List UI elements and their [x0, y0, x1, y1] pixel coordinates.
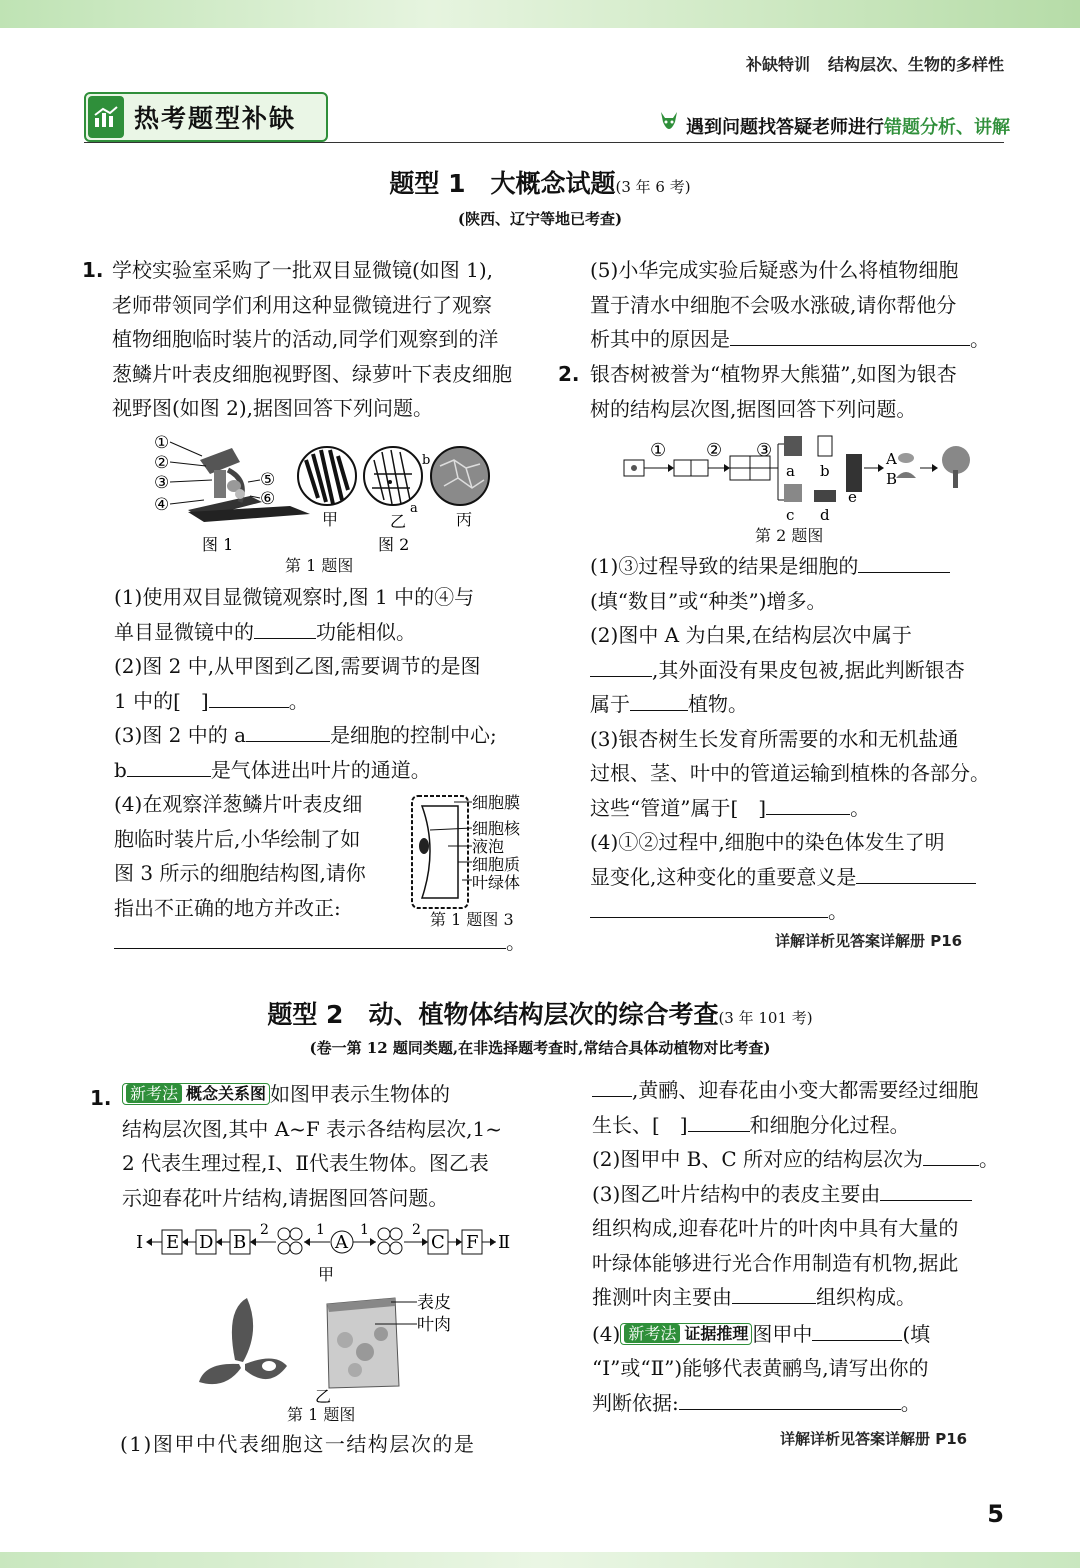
text: 生长、[ ] — [592, 1112, 688, 1137]
s2-q1-chain-figure — [130, 1218, 530, 1288]
fig-label: d — [820, 506, 830, 524]
q2-part3-cont — [590, 791, 1010, 826]
text: (3)图乙叶片结构中的表皮主要由 — [592, 1181, 881, 1206]
s2-q1-part1: (1)图甲中代表细胞这一结构层次的是 — [120, 1432, 476, 1456]
part3 — [592, 1177, 1012, 1212]
text: 。 — [900, 1390, 921, 1415]
text: ,黄鹂、迎春花由小变大都需要经过细胞 — [632, 1078, 979, 1102]
answer-blank[interactable] — [730, 325, 970, 346]
q2-part3-line: 过根、茎、叶中的管道运输到植株的各部分。 — [590, 761, 990, 785]
fig2-label: 甲 — [322, 510, 339, 529]
section1-title-text: 题型 1 大概念试题 — [389, 169, 616, 198]
part3-line: 叶绿体能够进行光合作用制造有机物,据此 — [592, 1250, 959, 1275]
help-line — [658, 110, 1010, 142]
page-number: 5 — [987, 1500, 1004, 1528]
answer-blank[interactable] — [766, 794, 850, 815]
text: 。 — [506, 930, 526, 954]
process-label: 1 — [360, 1222, 369, 1238]
stem-line: 2 代表生理过程,Ⅰ、Ⅱ代表生物体。图乙表 — [122, 1151, 489, 1175]
fig-label: A — [886, 450, 897, 468]
section2-title-text: 题型 2 动、植物体结构层次的综合考查 — [267, 1000, 719, 1029]
part2 — [592, 1142, 1012, 1177]
section2-subtitle: (卷一第 12 题同类题,在非选择题考查时,常结合具体动植物对比考查) — [309, 1039, 771, 1057]
q2-part4: (4)①②过程中,细胞中的染色体发生了明 — [590, 830, 945, 854]
section1-title — [0, 164, 1080, 200]
s1-q1-stem — [112, 253, 542, 426]
part4-line: “Ⅰ”或“Ⅱ”)能够代表黄鹂鸟,请写出你的 — [592, 1356, 929, 1380]
text: 功能相似。 — [316, 619, 416, 644]
text: 1 中的[ ] — [114, 688, 209, 713]
new-method-tag — [122, 1083, 270, 1105]
text: (2)图 2 中,从甲图到乙图,需要调节的是图 — [114, 654, 481, 678]
tag-type: 概念关系图 — [186, 1084, 267, 1103]
top-decor-bar — [0, 0, 1080, 28]
text: 。 — [970, 327, 990, 351]
fig3-label: 细胞核 — [472, 819, 521, 838]
fig3-label: 细胞膜 — [472, 793, 521, 812]
stem-first — [122, 1077, 542, 1112]
fig3-label: 细胞质 — [472, 855, 521, 874]
process-label: 2 — [412, 1222, 421, 1238]
text: 显变化,这种变化的重要意义是 — [590, 864, 857, 889]
q2-part3: (3)银杏树生长发育所需要的水和无机盐通 — [590, 726, 959, 751]
answer-blank[interactable] — [630, 690, 688, 711]
stem-line: 学校实验室采购了一批双目显微镜(如图 1), — [112, 258, 494, 282]
answer-blank[interactable] — [254, 618, 316, 639]
s2-answer-ref[interactable]: 详解详析见答案详解册 P16 — [780, 1430, 968, 1448]
cell-view-bing — [431, 447, 489, 505]
tag-label: 新考法 — [624, 1324, 680, 1343]
text: 判断依据: — [592, 1390, 679, 1415]
answer-blank[interactable] — [812, 1320, 902, 1341]
part4-answer — [114, 925, 544, 960]
part3-line: 组织构成,迎春花叶片的叶肉中具有大量的 — [592, 1216, 959, 1240]
answer-blank[interactable] — [590, 656, 652, 677]
part1-cont — [592, 1073, 1012, 1108]
text: b — [114, 757, 127, 782]
answer-blank[interactable] — [858, 552, 950, 573]
text: (3)图 2 中的 a — [114, 723, 247, 747]
chain-node: Ⅰ — [136, 1232, 144, 1253]
s1-q1-fig3-caption: 第 1 题图 3 — [430, 910, 514, 929]
text: 这些“管道”属于[ ] — [590, 795, 767, 820]
fig-jia-label: 甲 — [318, 1265, 335, 1284]
fig-label: e — [848, 488, 857, 506]
text: 是细胞的控制中心; — [330, 723, 497, 747]
answer-blank[interactable] — [590, 897, 828, 918]
part3-end — [592, 1280, 1012, 1315]
text: (2)图甲中 B、C 所对应的结构层次为 — [592, 1147, 924, 1171]
section1-title-note: (3 年 6 考) — [615, 178, 691, 196]
text: 属于 — [590, 692, 630, 716]
part5-line: 置于清水中细胞不会吸水涨破,请你帮他分 — [590, 292, 957, 317]
chain-node: F — [466, 1232, 479, 1253]
fig2-label: 丙 — [456, 510, 473, 529]
fig-yi-label: 乙 — [315, 1387, 332, 1406]
stem-line: 老师带领同学们利用这种显微镜进行了观察 — [112, 292, 492, 317]
leaf-shape — [232, 1298, 253, 1362]
chart-icon — [88, 96, 124, 138]
part4 — [592, 1317, 1012, 1352]
part1 — [114, 580, 544, 615]
part2 — [114, 649, 544, 684]
text: (1)③过程导致的结果是细胞的 — [590, 554, 859, 578]
fig1-label: ① — [154, 433, 170, 453]
fig2-label: a — [410, 501, 418, 516]
question-number: 1. — [82, 258, 104, 282]
s2-q1-figure-title: 第 1 题图 — [287, 1405, 356, 1424]
q2-part2-end — [590, 687, 1010, 722]
q2-part1 — [590, 549, 1010, 584]
text: (填 — [902, 1321, 931, 1346]
q2-part2: (2)图中 A 为白果,在结构层次中属于 — [590, 623, 912, 647]
leaf-label: 表皮 — [417, 1293, 451, 1313]
text: 图甲中 — [752, 1321, 813, 1346]
part1-end — [592, 1108, 1012, 1143]
mascot-icon — [658, 110, 680, 142]
s1-q1-part5 — [590, 253, 1010, 357]
stem-line: 示迎春花叶片结构,请据图回答问题。 — [122, 1185, 449, 1210]
chain-node: E — [166, 1232, 180, 1253]
tag-type: 证据推理 — [684, 1323, 749, 1343]
leaf-label: 叶肉 — [417, 1315, 451, 1335]
part3 — [114, 718, 544, 753]
section-banner — [84, 92, 328, 142]
q2-part1-line: (填“数目”或“种类”)增多。 — [590, 588, 827, 613]
stem-line: 葱鳞片叶表皮细胞视野图、绿萝叶下表皮细胞 — [112, 361, 512, 386]
answer-blank[interactable] — [856, 863, 976, 884]
stem-line: 视野图(如图 2),据图回答下列问题。 — [112, 396, 434, 420]
text: 。 — [828, 899, 848, 923]
part4-line: 指出不正确的地方并改正: — [114, 895, 341, 920]
text: 如图甲表示生物体的 — [270, 1082, 451, 1106]
fig-label: ② — [706, 440, 723, 461]
fig3-label: 叶绿体 — [472, 873, 521, 892]
process-label: 1 — [316, 1222, 325, 1238]
part5-cont — [590, 322, 1010, 357]
fig-label: a — [786, 462, 795, 480]
section2-title — [0, 995, 1080, 1031]
fig-label: b — [820, 462, 830, 480]
part2-cont — [114, 684, 544, 719]
part4-end — [592, 1386, 1012, 1421]
fig1-label: ② — [154, 453, 170, 473]
s1-q2-stem — [590, 357, 1010, 426]
section1-subtitle: (陕西、辽宁等地已考查) — [457, 210, 623, 228]
answer-blank[interactable] — [880, 1180, 972, 1201]
part3-cont — [114, 753, 544, 788]
stem-line: 树的结构层次图,据图回答下列问题。 — [590, 396, 917, 421]
s1-q2-figure — [620, 434, 980, 526]
fig1-label: ⑤ — [260, 470, 276, 490]
fig1-label: ④ — [154, 495, 170, 515]
new-method-tag — [620, 1323, 752, 1345]
fig2-label: b — [422, 453, 431, 468]
part4-line: 图 3 所示的细胞结构图,请你 — [114, 861, 366, 885]
series-label: 补缺特训 — [745, 55, 810, 74]
s1-q2-fig-caption: 第 2 题图 — [755, 526, 824, 545]
text: 植物。 — [688, 692, 748, 716]
answer-blank[interactable] — [679, 1389, 901, 1410]
text: 推测叶肉主要由 — [592, 1285, 732, 1309]
process-label: 2 — [260, 1222, 269, 1238]
question-number: 2. — [558, 362, 580, 386]
part5: (5)小华完成实验后疑惑为什么将植物细胞 — [590, 258, 959, 282]
header-rule — [84, 142, 1004, 143]
q2-part4-end — [590, 894, 1010, 929]
part4-line: 胞临时装片后,小华绘制了如 — [114, 826, 361, 851]
fig2-caption: 图 2 — [378, 535, 410, 554]
text: 和细胞分化过程。 — [749, 1112, 910, 1137]
text: 是气体进出叶片的通道。 — [210, 757, 431, 782]
answer-blank[interactable] — [127, 756, 211, 777]
fig-label: c — [786, 506, 795, 524]
answer-blank[interactable] — [246, 721, 330, 742]
chain-node: D — [199, 1232, 214, 1253]
stem-line: 植物细胞临时装片的活动,同学们观察到的洋 — [112, 327, 499, 351]
microscope-drawing — [170, 442, 310, 522]
answer-blank[interactable] — [923, 1145, 979, 1166]
bottom-decor-bar — [0, 1552, 1080, 1568]
topic-label: 结构层次、生物的多样性 — [827, 55, 1004, 74]
help-prefix: 遇到问题找答疑老师进行 — [686, 117, 884, 138]
text: (1)使用双目显微镜观察时,图 1 中的④与 — [114, 585, 475, 609]
stem-line: 银杏树被誉为“植物界大熊猫”,如图为银杏 — [590, 362, 957, 386]
s2-q1-leaf-figure — [195, 1290, 475, 1410]
chain-node: C — [431, 1232, 445, 1253]
text: 单目显微镜中的 — [114, 619, 254, 644]
part4: (4)在观察洋葱鳞片叶表皮细 — [114, 792, 363, 816]
fig2-label: 乙 — [390, 512, 407, 531]
running-header — [728, 52, 1004, 75]
q2-part2-cont — [590, 653, 1010, 688]
question-number: 1. — [90, 1086, 112, 1110]
cell-view-yi — [364, 447, 422, 505]
fig-label: ③ — [756, 440, 773, 461]
fig1-caption: 图 1 — [202, 535, 234, 554]
text: (4) — [592, 1321, 621, 1346]
answer-blank[interactable] — [209, 687, 289, 708]
s1-answer-ref[interactable]: 详解详析见答案详解册 P16 — [775, 932, 963, 950]
leaf-shape — [199, 1364, 241, 1384]
chain-node: B — [233, 1232, 247, 1253]
fig3-label: 液泡 — [472, 837, 505, 856]
section2-title-note: (3 年 101 考) — [718, 1009, 813, 1027]
banner-title: 热考题型补缺 — [134, 104, 297, 133]
fig1-label: ③ — [154, 473, 170, 493]
help-highlight: 错题分析、讲解 — [884, 117, 1010, 138]
s2-q1-parts-right — [592, 1073, 1012, 1420]
nucleus-shape — [419, 838, 429, 854]
s1-q1-figure-title: 第 1 题图 — [285, 556, 354, 575]
chain-node: A — [335, 1232, 348, 1253]
part1-cont — [114, 615, 544, 650]
fig-label: ① — [650, 440, 667, 461]
s2-q1-stem — [122, 1077, 542, 1215]
answer-blank[interactable] — [732, 1283, 816, 1304]
text: 析其中的原因是 — [590, 327, 730, 351]
s1-q2-parts — [590, 549, 1010, 929]
fig1-label: ⑥ — [260, 489, 276, 509]
tag-label: 新考法 — [126, 1084, 182, 1103]
text: 。 — [850, 795, 871, 820]
text: 。 — [288, 688, 309, 713]
stem-line: 结构层次图,其中 A~F 表示各结构层次,1~ — [122, 1116, 502, 1141]
text: 组织构成。 — [816, 1285, 916, 1309]
chain-node: Ⅱ — [498, 1232, 511, 1253]
answer-blank[interactable] — [592, 1076, 632, 1097]
fig-label: B — [886, 470, 898, 488]
text: 。 — [979, 1147, 1000, 1171]
text: ,其外面没有果皮包被,据此判断银杏 — [652, 657, 965, 682]
answer-blank[interactable] — [114, 928, 506, 949]
q2-part4-cont — [590, 860, 1010, 895]
answer-blank[interactable] — [688, 1111, 750, 1132]
cell-view-jia — [298, 447, 356, 505]
